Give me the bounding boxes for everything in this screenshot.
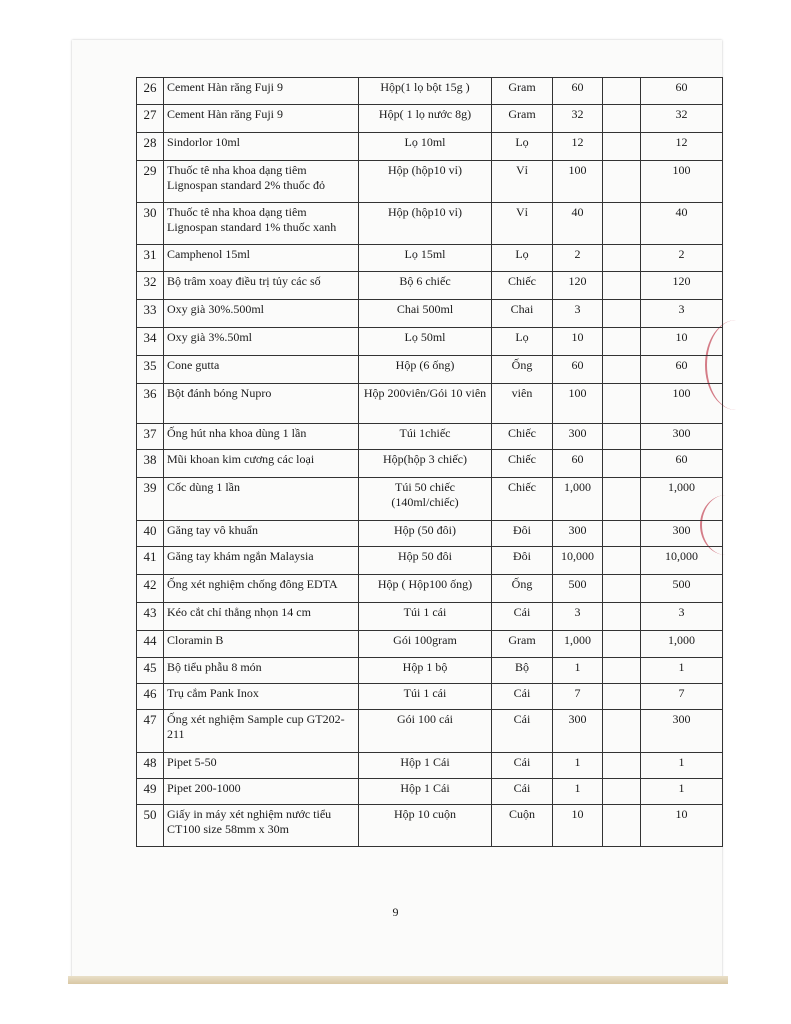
unit-of-measure: Lọ	[492, 328, 553, 356]
total-quantity: 12	[641, 133, 723, 161]
row-number: 44	[137, 631, 164, 658]
packaging-spec: Gói 100gram	[359, 631, 492, 658]
table-row	[137, 521, 723, 547]
packaging-spec: Chai 500ml	[359, 300, 492, 328]
packaging-spec: Hộp(hộp 3 chiếc)	[359, 450, 492, 478]
item-name: Thuốc tê nha khoa dạng tiêm Lignospan standard 2% thuốc đỏ	[164, 161, 359, 203]
item-name: Oxy già 30%.500ml	[164, 300, 359, 328]
item-name: Bột đánh bóng Nupro	[164, 384, 359, 424]
row-number: 37	[137, 424, 164, 450]
total-quantity: 1	[641, 658, 723, 684]
unit-of-measure: Gram	[492, 78, 553, 105]
item-name: Găng tay khám ngắn Malaysia	[164, 547, 359, 575]
quantity: 500	[553, 575, 603, 603]
row-number: 35	[137, 356, 164, 384]
item-name: Bộ tiểu phẫu 8 món	[164, 658, 359, 684]
supply-table-wrapper	[136, 77, 723, 847]
quantity: 2	[553, 245, 603, 272]
row-number: 38	[137, 450, 164, 478]
unit-of-measure: Đôi	[492, 547, 553, 575]
packaging-spec: Hộp(1 lọ bột 15g )	[359, 78, 492, 105]
empty-cell	[603, 245, 641, 272]
row-number: 45	[137, 658, 164, 684]
packaging-spec: Bộ 6 chiếc	[359, 272, 492, 300]
table-row	[137, 684, 723, 710]
supply-table	[136, 77, 723, 847]
row-number: 31	[137, 245, 164, 272]
table-row	[137, 710, 723, 753]
quantity: 100	[553, 161, 603, 203]
unit-of-measure: Chiếc	[492, 424, 553, 450]
packaging-spec: Hộp 1 Cái	[359, 779, 492, 805]
quantity: 32	[553, 105, 603, 133]
table-row	[137, 603, 723, 631]
item-name: Camphenol 15ml	[164, 245, 359, 272]
packaging-spec: Lọ 50ml	[359, 328, 492, 356]
row-number: 50	[137, 805, 164, 847]
quantity: 100	[553, 384, 603, 424]
empty-cell	[603, 133, 641, 161]
table-row	[137, 245, 723, 272]
quantity: 120	[553, 272, 603, 300]
unit-of-measure: Đôi	[492, 521, 553, 547]
row-number: 33	[137, 300, 164, 328]
unit-of-measure: Chiếc	[492, 450, 553, 478]
unit-of-measure: Vỉ	[492, 161, 553, 203]
row-number: 47	[137, 710, 164, 753]
row-number: 40	[137, 521, 164, 547]
unit-of-measure: Cái	[492, 710, 553, 753]
item-name: Sindorlor 10ml	[164, 133, 359, 161]
quantity: 1	[553, 658, 603, 684]
empty-cell	[603, 272, 641, 300]
table-row	[137, 575, 723, 603]
unit-of-measure: Ống	[492, 575, 553, 603]
table-row	[137, 78, 723, 105]
quantity: 12	[553, 133, 603, 161]
unit-of-measure: Cuộn	[492, 805, 553, 847]
quantity: 60	[553, 450, 603, 478]
packaging-spec: Hộp 50 đôi	[359, 547, 492, 575]
packaging-spec: Hộp (6 ống)	[359, 356, 492, 384]
total-quantity: 32	[641, 105, 723, 133]
table-row	[137, 272, 723, 300]
quantity: 10	[553, 805, 603, 847]
total-quantity: 120	[641, 272, 723, 300]
item-name: Pipet 5-50	[164, 753, 359, 779]
total-quantity: 7	[641, 684, 723, 710]
packaging-spec: Lọ 10ml	[359, 133, 492, 161]
quantity: 300	[553, 424, 603, 450]
total-quantity: 500	[641, 575, 723, 603]
table-row	[137, 328, 723, 356]
total-quantity: 60	[641, 356, 723, 384]
empty-cell	[603, 779, 641, 805]
quantity: 3	[553, 300, 603, 328]
quantity: 10,000	[553, 547, 603, 575]
packaging-spec: Gói 100 cái	[359, 710, 492, 753]
unit-of-measure: Chiếc	[492, 478, 553, 521]
empty-cell	[603, 521, 641, 547]
packaging-spec: Hộp (hộp10 vỉ)	[359, 161, 492, 203]
item-name: Ống xét nghiệm Sample cup GT202-211	[164, 710, 359, 753]
quantity: 60	[553, 78, 603, 105]
table-row	[137, 805, 723, 847]
table-row	[137, 631, 723, 658]
empty-cell	[603, 478, 641, 521]
unit-of-measure: Vỉ	[492, 203, 553, 245]
packaging-spec: Hộp 1 Cái	[359, 753, 492, 779]
packaging-spec: Hộp 10 cuộn	[359, 805, 492, 847]
item-name: Kéo cắt chỉ thẳng nhọn 14 cm	[164, 603, 359, 631]
row-number: 41	[137, 547, 164, 575]
row-number: 26	[137, 78, 164, 105]
item-name: Cement Hàn răng Fuji 9	[164, 78, 359, 105]
unit-of-measure: Cái	[492, 603, 553, 631]
quantity: 7	[553, 684, 603, 710]
unit-of-measure: Gram	[492, 631, 553, 658]
empty-cell	[603, 203, 641, 245]
empty-cell	[603, 328, 641, 356]
row-number: 39	[137, 478, 164, 521]
empty-cell	[603, 547, 641, 575]
total-quantity: 10,000	[641, 547, 723, 575]
row-number: 34	[137, 328, 164, 356]
unit-of-measure: Bộ	[492, 658, 553, 684]
unit-of-measure: Chai	[492, 300, 553, 328]
total-quantity: 3	[641, 300, 723, 328]
item-name: Cone gutta	[164, 356, 359, 384]
total-quantity: 3	[641, 603, 723, 631]
row-number: 29	[137, 161, 164, 203]
empty-cell	[603, 710, 641, 753]
empty-cell	[603, 753, 641, 779]
row-number: 46	[137, 684, 164, 710]
item-name: Trụ cắm Pank Inox	[164, 684, 359, 710]
paper-edge	[68, 976, 728, 984]
total-quantity: 100	[641, 384, 723, 424]
unit-of-measure: Cái	[492, 779, 553, 805]
total-quantity: 300	[641, 521, 723, 547]
table-row	[137, 779, 723, 805]
empty-cell	[603, 631, 641, 658]
total-quantity: 60	[641, 450, 723, 478]
empty-cell	[603, 658, 641, 684]
unit-of-measure: Chiếc	[492, 272, 553, 300]
empty-cell	[603, 105, 641, 133]
empty-cell	[603, 78, 641, 105]
total-quantity: 10	[641, 805, 723, 847]
row-number: 30	[137, 203, 164, 245]
quantity: 1	[553, 779, 603, 805]
table-row	[137, 450, 723, 478]
table-row	[137, 424, 723, 450]
row-number: 43	[137, 603, 164, 631]
quantity: 300	[553, 521, 603, 547]
total-quantity: 40	[641, 203, 723, 245]
table-row	[137, 300, 723, 328]
row-number: 27	[137, 105, 164, 133]
row-number: 32	[137, 272, 164, 300]
table-row	[137, 161, 723, 203]
total-quantity: 300	[641, 710, 723, 753]
unit-of-measure: Lọ	[492, 245, 553, 272]
table-row	[137, 356, 723, 384]
item-name: Cloramin B	[164, 631, 359, 658]
empty-cell	[603, 424, 641, 450]
empty-cell	[603, 450, 641, 478]
total-quantity: 60	[641, 78, 723, 105]
packaging-spec: Lọ 15ml	[359, 245, 492, 272]
item-name: Bộ trâm xoay điều trị tủy các số	[164, 272, 359, 300]
packaging-spec: Hộp 1 bộ	[359, 658, 492, 684]
unit-of-measure: viên	[492, 384, 553, 424]
quantity: 1,000	[553, 478, 603, 521]
empty-cell	[603, 575, 641, 603]
item-name: Thuốc tê nha khoa dạng tiêm Lignospan standard 1% thuốc xanh	[164, 203, 359, 245]
packaging-spec: Hộp( 1 lọ nước 8g)	[359, 105, 492, 133]
packaging-spec: Hộp ( Hộp100 ống)	[359, 575, 492, 603]
packaging-spec: Hộp 200viên/Gói 10 viên	[359, 384, 492, 424]
packaging-spec: Túi 1 cái	[359, 603, 492, 631]
table-row	[137, 753, 723, 779]
unit-of-measure: Gram	[492, 105, 553, 133]
quantity: 60	[553, 356, 603, 384]
row-number: 49	[137, 779, 164, 805]
quantity: 10	[553, 328, 603, 356]
item-name: Mũi khoan kim cương các loại	[164, 450, 359, 478]
table-row	[137, 105, 723, 133]
table-row	[137, 203, 723, 245]
row-number: 42	[137, 575, 164, 603]
total-quantity: 1	[641, 779, 723, 805]
unit-of-measure: Cái	[492, 753, 553, 779]
empty-cell	[603, 300, 641, 328]
table-row	[137, 658, 723, 684]
packaging-spec: Túi 50 chiếc (140ml/chiếc)	[359, 478, 492, 521]
row-number: 28	[137, 133, 164, 161]
empty-cell	[603, 384, 641, 424]
quantity: 1,000	[553, 631, 603, 658]
supply-table-body	[137, 78, 723, 847]
table-row	[137, 547, 723, 575]
empty-cell	[603, 356, 641, 384]
total-quantity: 1	[641, 753, 723, 779]
empty-cell	[603, 161, 641, 203]
table-row	[137, 133, 723, 161]
packaging-spec: Hộp (50 đôi)	[359, 521, 492, 547]
empty-cell	[603, 805, 641, 847]
table-row	[137, 478, 723, 521]
total-quantity: 1,000	[641, 631, 723, 658]
quantity: 300	[553, 710, 603, 753]
item-name: Cement Hàn răng Fuji 9	[164, 105, 359, 133]
total-quantity: 1,000	[641, 478, 723, 521]
item-name: Pipet 200-1000	[164, 779, 359, 805]
item-name: Găng tay vô khuẩn	[164, 521, 359, 547]
quantity: 40	[553, 203, 603, 245]
total-quantity: 300	[641, 424, 723, 450]
unit-of-measure: Lọ	[492, 133, 553, 161]
packaging-spec: Túi 1chiếc	[359, 424, 492, 450]
total-quantity: 100	[641, 161, 723, 203]
empty-cell	[603, 684, 641, 710]
item-name: Cốc dùng 1 lần	[164, 478, 359, 521]
row-number: 36	[137, 384, 164, 424]
total-quantity: 2	[641, 245, 723, 272]
item-name: Ống hút nha khoa dùng 1 lần	[164, 424, 359, 450]
total-quantity: 10	[641, 328, 723, 356]
page-number: 9	[392, 905, 399, 919]
quantity: 3	[553, 603, 603, 631]
unit-of-measure: Ống	[492, 356, 553, 384]
empty-cell	[603, 603, 641, 631]
table-row	[137, 384, 723, 424]
quantity: 1	[553, 753, 603, 779]
packaging-spec: Hộp (hộp10 vỉ)	[359, 203, 492, 245]
item-name: Ống xét nghiệm chống đông EDTA	[164, 575, 359, 603]
item-name: Oxy già 3%.50ml	[164, 328, 359, 356]
item-name: Giấy in máy xét nghiệm nước tiểu CT100 size 58mm x 30m	[164, 805, 359, 847]
unit-of-measure: Cái	[492, 684, 553, 710]
row-number: 48	[137, 753, 164, 779]
packaging-spec: Túi 1 cái	[359, 684, 492, 710]
